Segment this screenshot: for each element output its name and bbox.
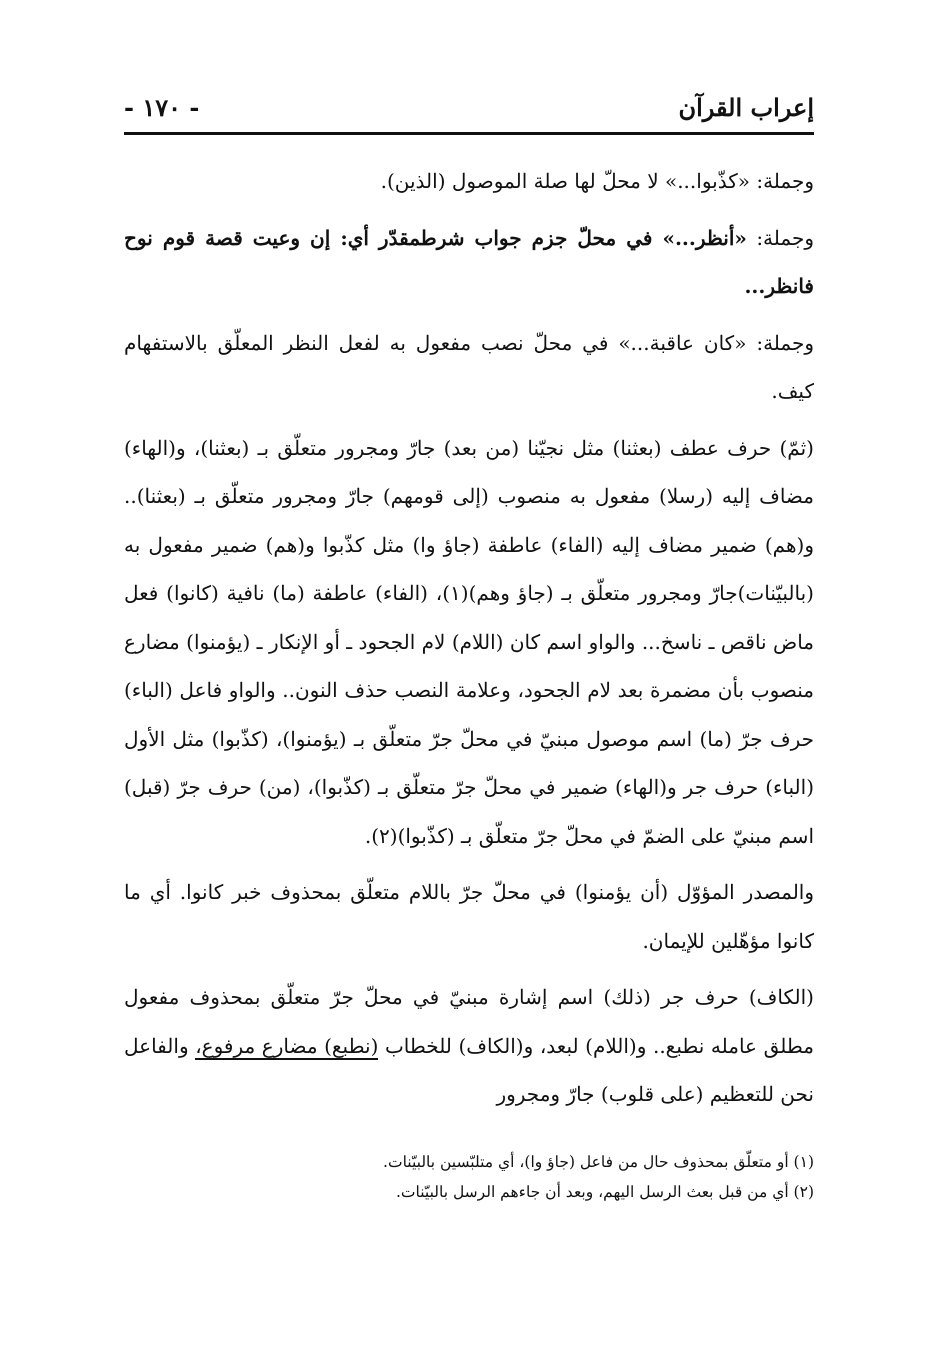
paragraph <box>124 214 814 311</box>
footnote: (٢) أي من قبل بعث الرسل اليهم، وبعد أن جاءهم الرسل بالبيّنات. <box>395 1182 814 1201</box>
footnotes <box>124 1147 814 1207</box>
footnote: (١) أو متعلّق بمحذوف حال من فاعل (جاؤ وا)، أي متلبّسين بالبيّنات. <box>383 1152 814 1171</box>
running-title: إعراب القرآن <box>678 93 814 122</box>
paragraph <box>124 973 814 1119</box>
paragraph-text: والفاعل نحن للتعظيم (على قلوب) جارّ ومجرور <box>124 1033 814 1106</box>
paragraph: وجملة: «كان عاقبة...» في محلّ نصب مفعول به لفعل النظر المعلّق بالاستفهام كيف. <box>124 330 815 403</box>
paragraph: (ثمّ) حرف عطف (بعثنا) مثل نجيّنا (من بعد) جارّ ومجرور متعلّق بـ (بعثنا)، و(الهاء) مضاف إليه (رسلا) مفعول به منصوب (إلى قومهم) جارّ ومجرور متعلّق بـ (بعثنا).. و(هم) ضمير مضاف إليه (الفاء) عاطفة (جاؤ وا) مثل كذّبوا و(هم) ضمير مفعول به (بالبيّنات)جارّ ومجرور متعلّق بـ (جاؤ وهم)(١)، (الفاء) عاطفة (ما) نافية (كانوا) فعل ماض ناقص ـ ناسخ... والواو اسم كان (اللام) لام الجحود ـ أو الإنكار ـ (يؤمنوا) مضارع منصوب بأن مضمرة بعد لام الجحود، وعلامة النصب حذف النون.. والواو فاعل (الباء) حرف جرّ (ما) اسم موصول مبنيّ في محلّ جرّ متعلّق بـ (يؤمنوا)، (كذّبوا) مثل الأول (الباء) حرف جر و(الهاء) ضمير في محلّ جرّ متعلّق بـ (كذّبوا)، (من) حرف جرّ (قبل) اسم مبنيّ على الضمّ في محلّ جرّ متعلّق بـ (كذّبوا)(٢). <box>124 435 814 848</box>
page-number: - ١٧٠ - <box>124 93 200 122</box>
paragraph-bold-text: «أنظر...» في محلّ جزم جواب شرطمقدّر أي: إن وعيت قصة قوم نوح فانظر... <box>124 225 814 298</box>
paragraph: والمصدر المؤوّل (أن يؤمنوا) في محلّ جرّ باللام متعلّق بمحذوف خبر كانوا. أي ما كانوا مؤهّلين للإيمان. <box>124 880 814 953</box>
book-page <box>124 70 814 1207</box>
underlined-text: (نطبع) مضارع مرفوع، <box>195 1033 379 1058</box>
body-text <box>124 157 814 1119</box>
page-header <box>124 70 814 122</box>
header-rule <box>124 132 814 135</box>
paragraph-text: (الكاف) حرف جر (ذلك) اسم إشارة مبنيّ في محلّ جرّ متعلّق بمحذوف مفعول مطلق عامله نطبع.. و(اللام) لبعد، و(الكاف) للخطاب <box>124 985 814 1058</box>
paragraph: وجملة: «كذّبوا...» لا محلّ لها صلة الموصول (الذين). <box>380 169 814 193</box>
paragraph-lead: وجملة: <box>746 225 814 250</box>
